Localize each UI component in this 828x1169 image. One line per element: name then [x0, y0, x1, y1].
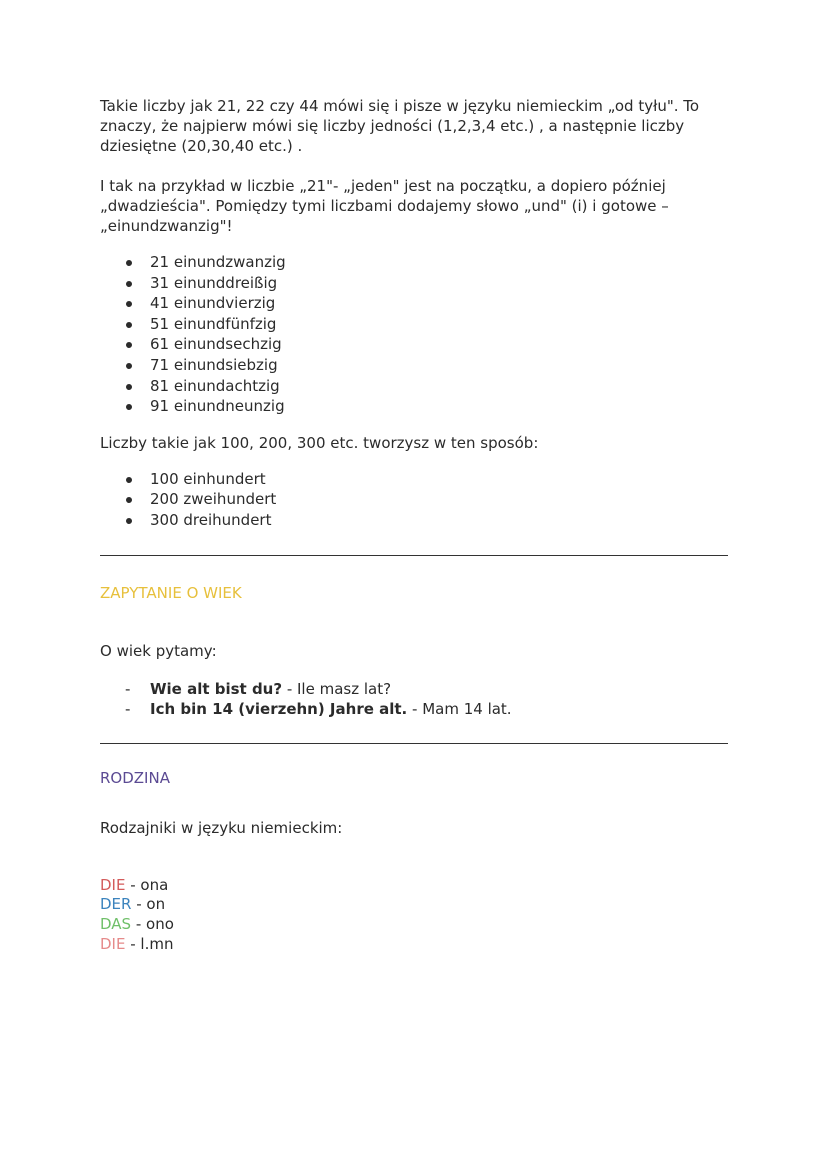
articles-list	[100, 876, 728, 954]
polish-translation: - Ile masz lat?	[282, 679, 392, 698]
article-meaning: - l.mn	[125, 934, 174, 953]
age-section-heading: ZAPYTANIE O WIEK	[100, 583, 242, 602]
article-meaning: - ona	[125, 875, 169, 894]
list-item: 71 einundsiebzig	[100, 355, 728, 376]
article-row	[100, 876, 728, 896]
list-item	[100, 699, 728, 720]
articles-intro: Rodzajniki w języku niemieckim:	[100, 818, 343, 837]
list-item: 300 dreihundert	[100, 510, 728, 531]
article-row	[100, 915, 728, 935]
article-row	[100, 895, 728, 915]
hundreds-intro: Liczby takie jak 100, 200, 300 etc. tworzysz w ten sposób:	[100, 433, 539, 452]
document-page	[100, 96, 728, 954]
list-item: 51 einundfünfzig	[100, 314, 728, 335]
family-section-heading: RODZINA	[100, 768, 170, 787]
age-intro: O wiek pytamy:	[100, 641, 217, 660]
list-item: 21 einundzwanzig	[100, 252, 728, 273]
article-label: DAS	[100, 914, 132, 933]
polish-translation: - Mam 14 lat.	[407, 700, 512, 719]
age-phrases-list	[100, 679, 728, 720]
list-item: 41 einundvierzig	[100, 293, 728, 314]
german-answer: Ich bin 14 (vierzehn) Jahre alt.	[150, 700, 408, 719]
article-meaning: - on	[131, 895, 166, 914]
list-item: 91 einundneunzig	[100, 396, 728, 417]
german-question: Wie alt bist du?	[150, 679, 283, 698]
list-item: 61 einundsechzig	[100, 334, 728, 355]
article-label: DER	[100, 895, 132, 914]
list-item: 81 einundachtzig	[100, 376, 728, 397]
intro-paragraph-1: Takie liczby jak 21, 22 czy 44 mówi się i pisze w języku niemieckim „od tyłu". To znaczy, że najpierw mówi się liczby jedności (1,2,3,4 etc.) , a następnie liczby dziesiętne (20,30,40 etc.) .	[100, 97, 700, 155]
tens-number-list	[100, 252, 728, 417]
article-label: DIE	[100, 934, 126, 953]
article-row	[100, 935, 728, 955]
article-label: DIE	[100, 875, 126, 894]
list-item: 100 einhundert	[100, 469, 728, 490]
hundreds-list	[100, 469, 728, 531]
list-item	[100, 679, 728, 700]
article-meaning: - ono	[131, 914, 174, 933]
list-item: 31 einunddreißig	[100, 273, 728, 294]
list-item: 200 zweihundert	[100, 489, 728, 510]
intro-paragraph-2: I tak na przykład w liczbie „21"- „jeden" jest na początku, a dopiero później „dwadzieścia". Pomiędzy tymi liczbami dodajemy słowo „und" (i) i gotowe – „einundzwanzig"!	[100, 177, 669, 235]
